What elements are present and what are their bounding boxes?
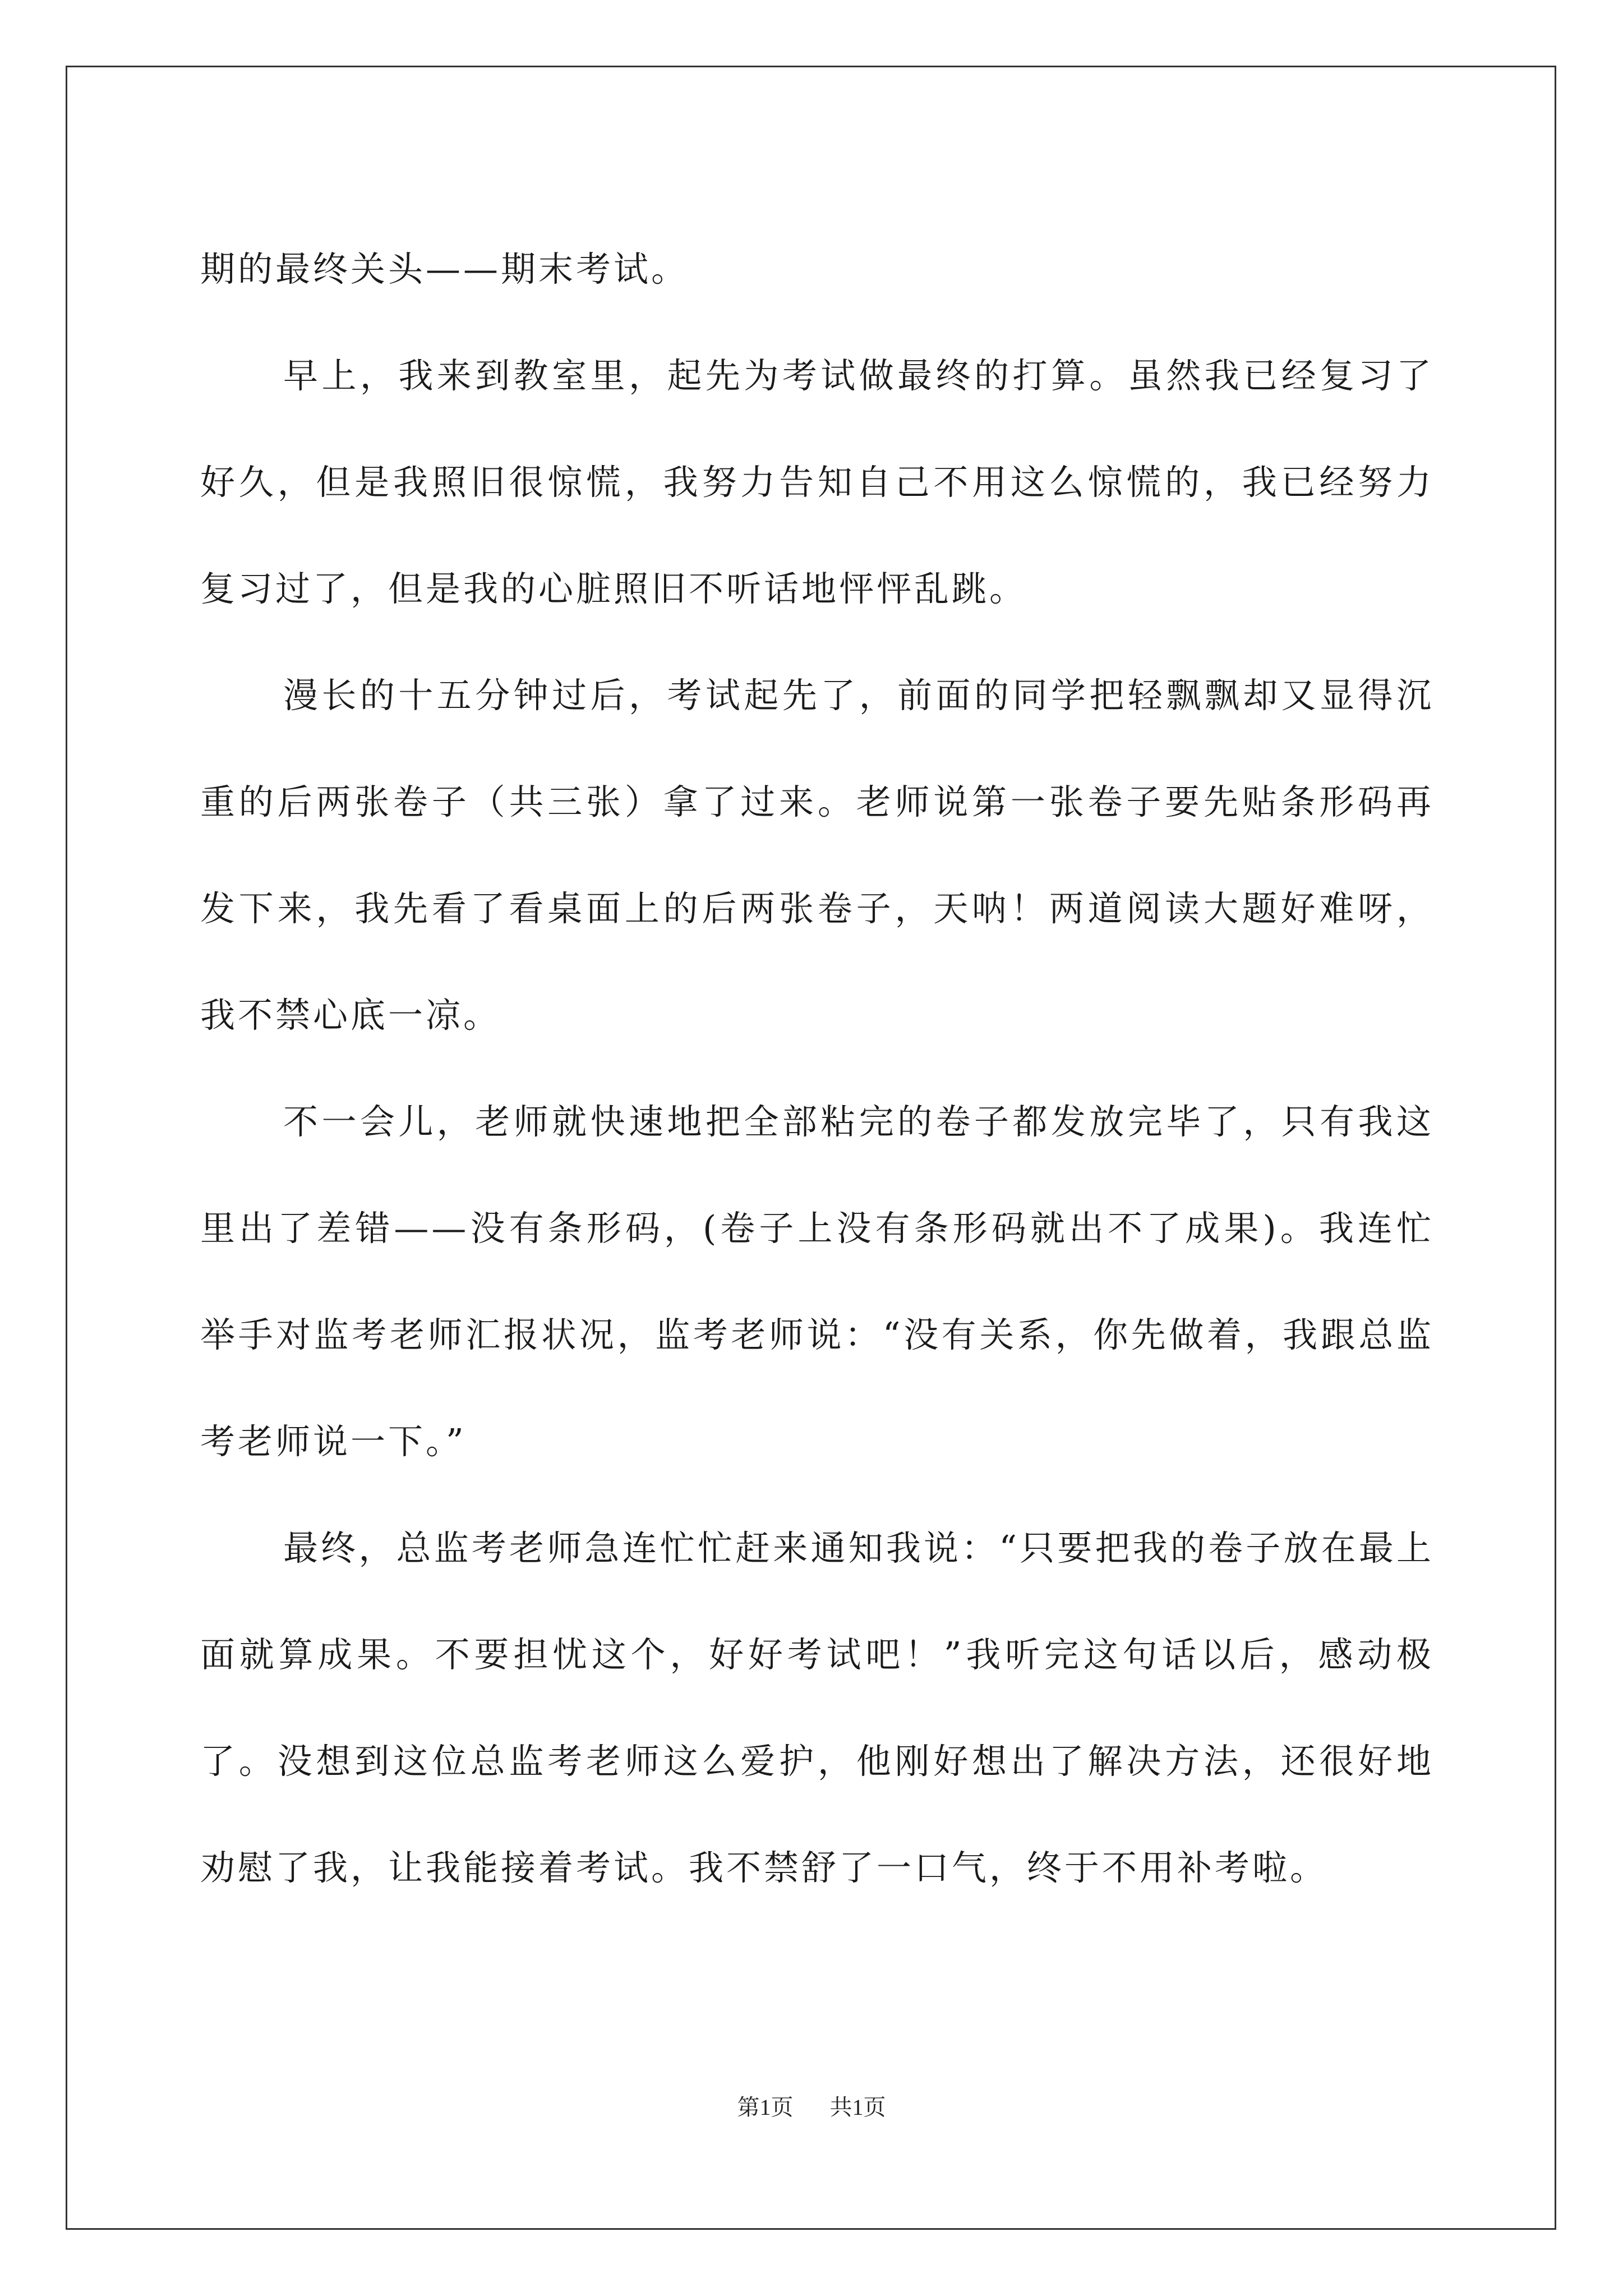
paragraph-2: 早上，我来到教室里，起先为考试做最终的打算。虽然我已经复习了好久，但是我照旧很惊慌，我努力告知自己不用这么惊慌的，我已经努力复习过了，但是我的心脏照旧不听话地怦怦乱跳。	[200, 355, 1434, 609]
paragraph-4: 不一会儿，老师就快速地把全部粘完的卷子都发放完毕了，只有我这里出了差错——没有条形码，(卷子上没有条形码就出不了成果)。我连忙举手对监考老师汇报状况，监考老师说：“没有关系，你先做着，我跟总监考老师说一下。”	[200, 1101, 1434, 1462]
page-footer	[0, 2090, 1623, 2122]
paragraph-3: 漫长的十五分钟过后，考试起先了，前面的同学把轻飘飘却又显得沉重的后两张卷子（共三张）拿了过来。老师说第一张卷子要先贴条形码再发下来，我先看了看桌面上的后两张卷子，天呐！两道阅读大题好难呀，我不禁心底一凉。	[200, 675, 1434, 1036]
page-number-current: 第1页	[737, 2095, 794, 2120]
document-body	[200, 216, 1434, 1921]
page-number-total: 共1页	[829, 2095, 886, 2120]
paragraph-5: 最终，总监考老师急连忙忙赶来通知我说：“只要把我的卷子放在最上面就算成果。不要担忧这个，好好考试吧！”我听完这句话以后，感动极了。没想到这位总监考老师这么爱护，他刚好想出了解决方法，还很好地劝慰了我，让我能接着考试。我不禁舒了一口气，终于不用补考啦。	[200, 1527, 1434, 1888]
paragraph-1: 期的最终关头——期末考试。	[200, 249, 689, 289]
